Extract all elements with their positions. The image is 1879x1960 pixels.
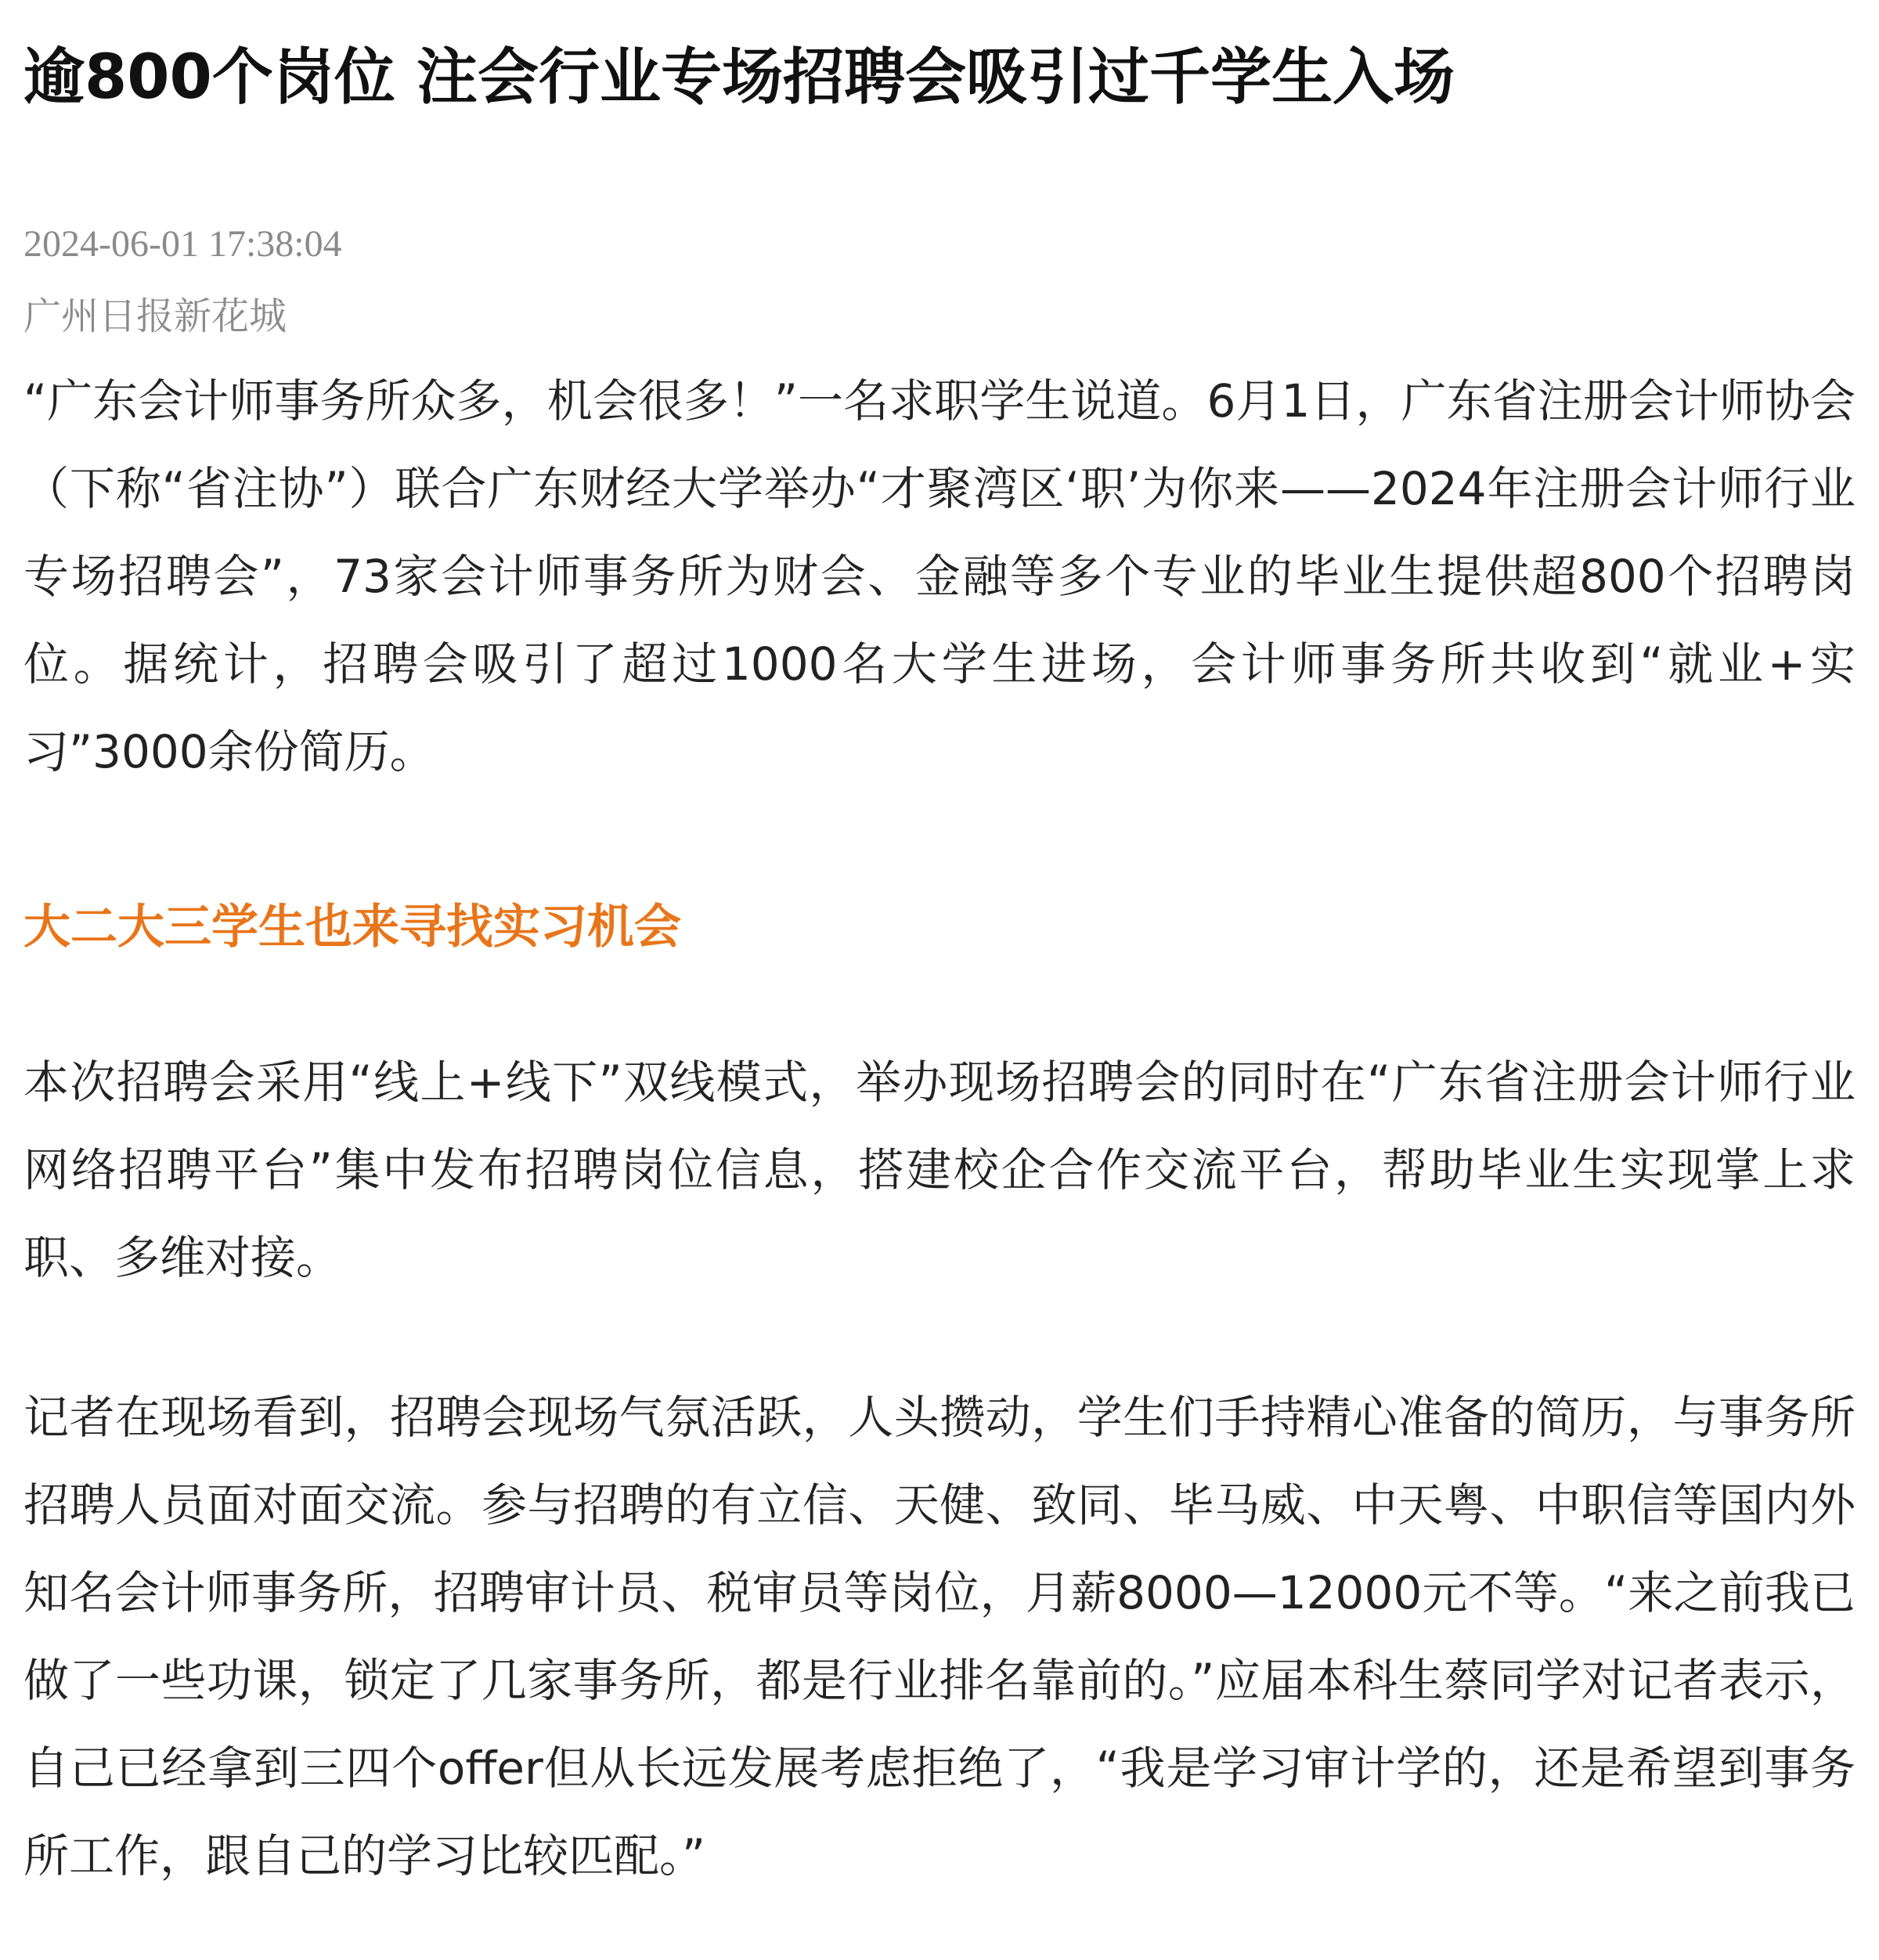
publish-datetime: 2024-06-01 17:38:04: [23, 223, 342, 265]
section-subheading: 大二大三学生也来寻找实习机会: [23, 900, 681, 955]
article-paragraph: 本次招聘会采用“线上+线下”双线模式，举办现场招聘会的同时在“广东省注册会计师行业网络招聘平台”集中发布招聘岗位信息，搭建校企合作交流平台，帮助毕业生实现掌上求职、多维对接。: [23, 1056, 1856, 1284]
article-title: 逾800个岗位 注会行业专场招聘会吸引过千学生入场: [23, 42, 1455, 113]
article-meta: [23, 208, 1856, 352]
article-paragraph: 记者在现场看到，招聘会现场气氛活跃，人头攒动，学生们手持精心准备的简历，与事务所招聘人员面对面交流。参与招聘的有立信、天健、致同、毕马威、中天粤、中职信等国内外知名会计师事务所，招聘审计员、税审员等岗位，月薪8000—12000元不等。“来之前我已做了一些功课，锁定了几家事务所，都是行业排名靠前的。”应届本科生蔡同学对记者表示，自己已经拿到三四个offer但从长远发展考虑拒绝了，“我是学习审计学的，还是希望到事务所工作，跟自己的学习比较匹配。”: [23, 1391, 1856, 1882]
article-source: 广州日报新花城: [23, 294, 287, 338]
article-paragraph: “广东会计师事务所众多，机会很多！”一名求职学生说道。6月1日，广东省注册会计师协会（下称“省注协”）联合广东财经大学举办“才聚湾区‘职’为你来——2024年注册会计师行业专场招聘会”，73家会计师事务所为财会、金融等多个专业的毕业生提供超800个招聘岗位。据统计，招聘会吸引了超过1000名大学生进场，会计师事务所共收到“就业+实习”3000余份简历。: [23, 374, 1856, 778]
